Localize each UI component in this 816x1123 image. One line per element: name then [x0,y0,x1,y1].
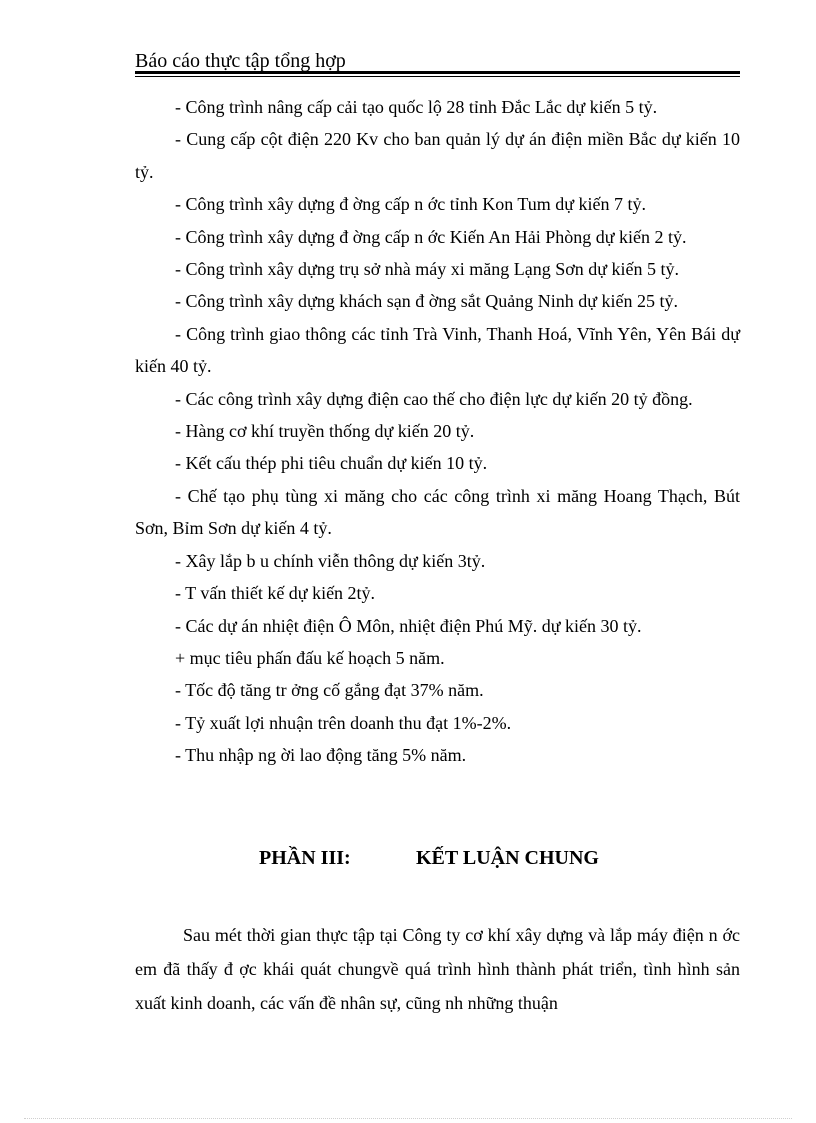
section-title: KẾT LUẬN CHUNG [416,847,599,869]
section-heading [0,843,816,873]
list-item: - Các dự án nhiệt điện Ô Môn, nhiệt điện Phú Mỹ. dự kiến 30 tỷ. [175,615,642,636]
list-item: - Công trình xây dựng đ ờng cấp n ớc tỉnh Kon Tum dự kiến 7 tỷ. [175,194,647,215]
section-number: PHẦN III: [259,847,351,869]
list-item: - Tốc độ tăng tr ởng cố gắng đạt 37% năm. [175,680,484,701]
list-item: - Thu nhập ng ời lao động tăng 5% năm. [175,745,467,766]
header-rule-thin [135,76,740,77]
list-item: - Kết cấu thép phi tiêu chuẩn dự kiến 10 tỷ. [175,453,488,474]
header-rule-thick [135,71,740,74]
list-item: - Công trình xây dựng đ ờng cấp n ớc Kiến An Hải Phòng dự kiến 2 tỷ. [175,226,687,247]
conclusion-paragraph: Sau mét thời gian thực tập tại Công ty cơ khí xây dựng và lắp máy điện n ớc em đã thấy đ ợc khái quát chungvề quá trình hình thành phát triển, tình hình sản xuất kinh doanh, các vấn đề nhân sự, cũng nh những thuận [135,925,740,1013]
list-item: - T vấn thiết kế dự kiến 2tỷ. [175,583,376,604]
list-item: - Chế tạo phụ tùng xi măng cho các công trình xi măng Hoang Thạch, Bút Sơn, Bỉm Sơn dự kiến 4 tỷ. [135,485,740,539]
list-item: + mục tiêu phấn đấu kế hoạch 5 năm. [175,647,445,668]
list-item: - Xây lắp b u chính viễn thông dự kiến 3tỷ. [175,550,486,571]
header-title: Báo cáo thực tập tổng hợp [135,50,346,72]
list-item: - Công trình giao thông các tỉnh Trà Vinh, Thanh Hoá, Vĩnh Yên, Yên Bái dự kiến 40 tỷ. [135,323,740,377]
list-item: - Công trình nâng cấp cải tạo quốc lộ 28 tỉnh Đắc Lắc dự kiến 5 tỷ. [175,97,658,117]
plan-items-list [135,91,740,772]
footer-divider [24,1118,792,1119]
conclusion-body [135,918,740,1020]
list-item: - Công trình xây dựng trụ sở nhà máy xi măng Lạng Sơn dự kiến 5 tỷ. [175,259,679,280]
list-item: - Cung cấp cột điện 220 Kv cho ban quản lý dự án điện miền Bắc dự kiến 10 tỷ. [135,129,740,182]
page-header [135,49,740,73]
list-item: - Tỷ xuất lợi nhuận trên doanh thu đạt 1%-2%. [175,712,512,733]
list-item: - Hàng cơ khí truyền thống dự kiến 20 tỷ. [175,421,475,442]
list-item: - Công trình xây dựng khách sạn đ ờng sắt Quảng Ninh dự kiến 25 tỷ. [175,291,678,312]
list-item: - Các công trình xây dựng điện cao thế cho điện lực dự kiến 20 tỷ đồng. [175,388,693,409]
